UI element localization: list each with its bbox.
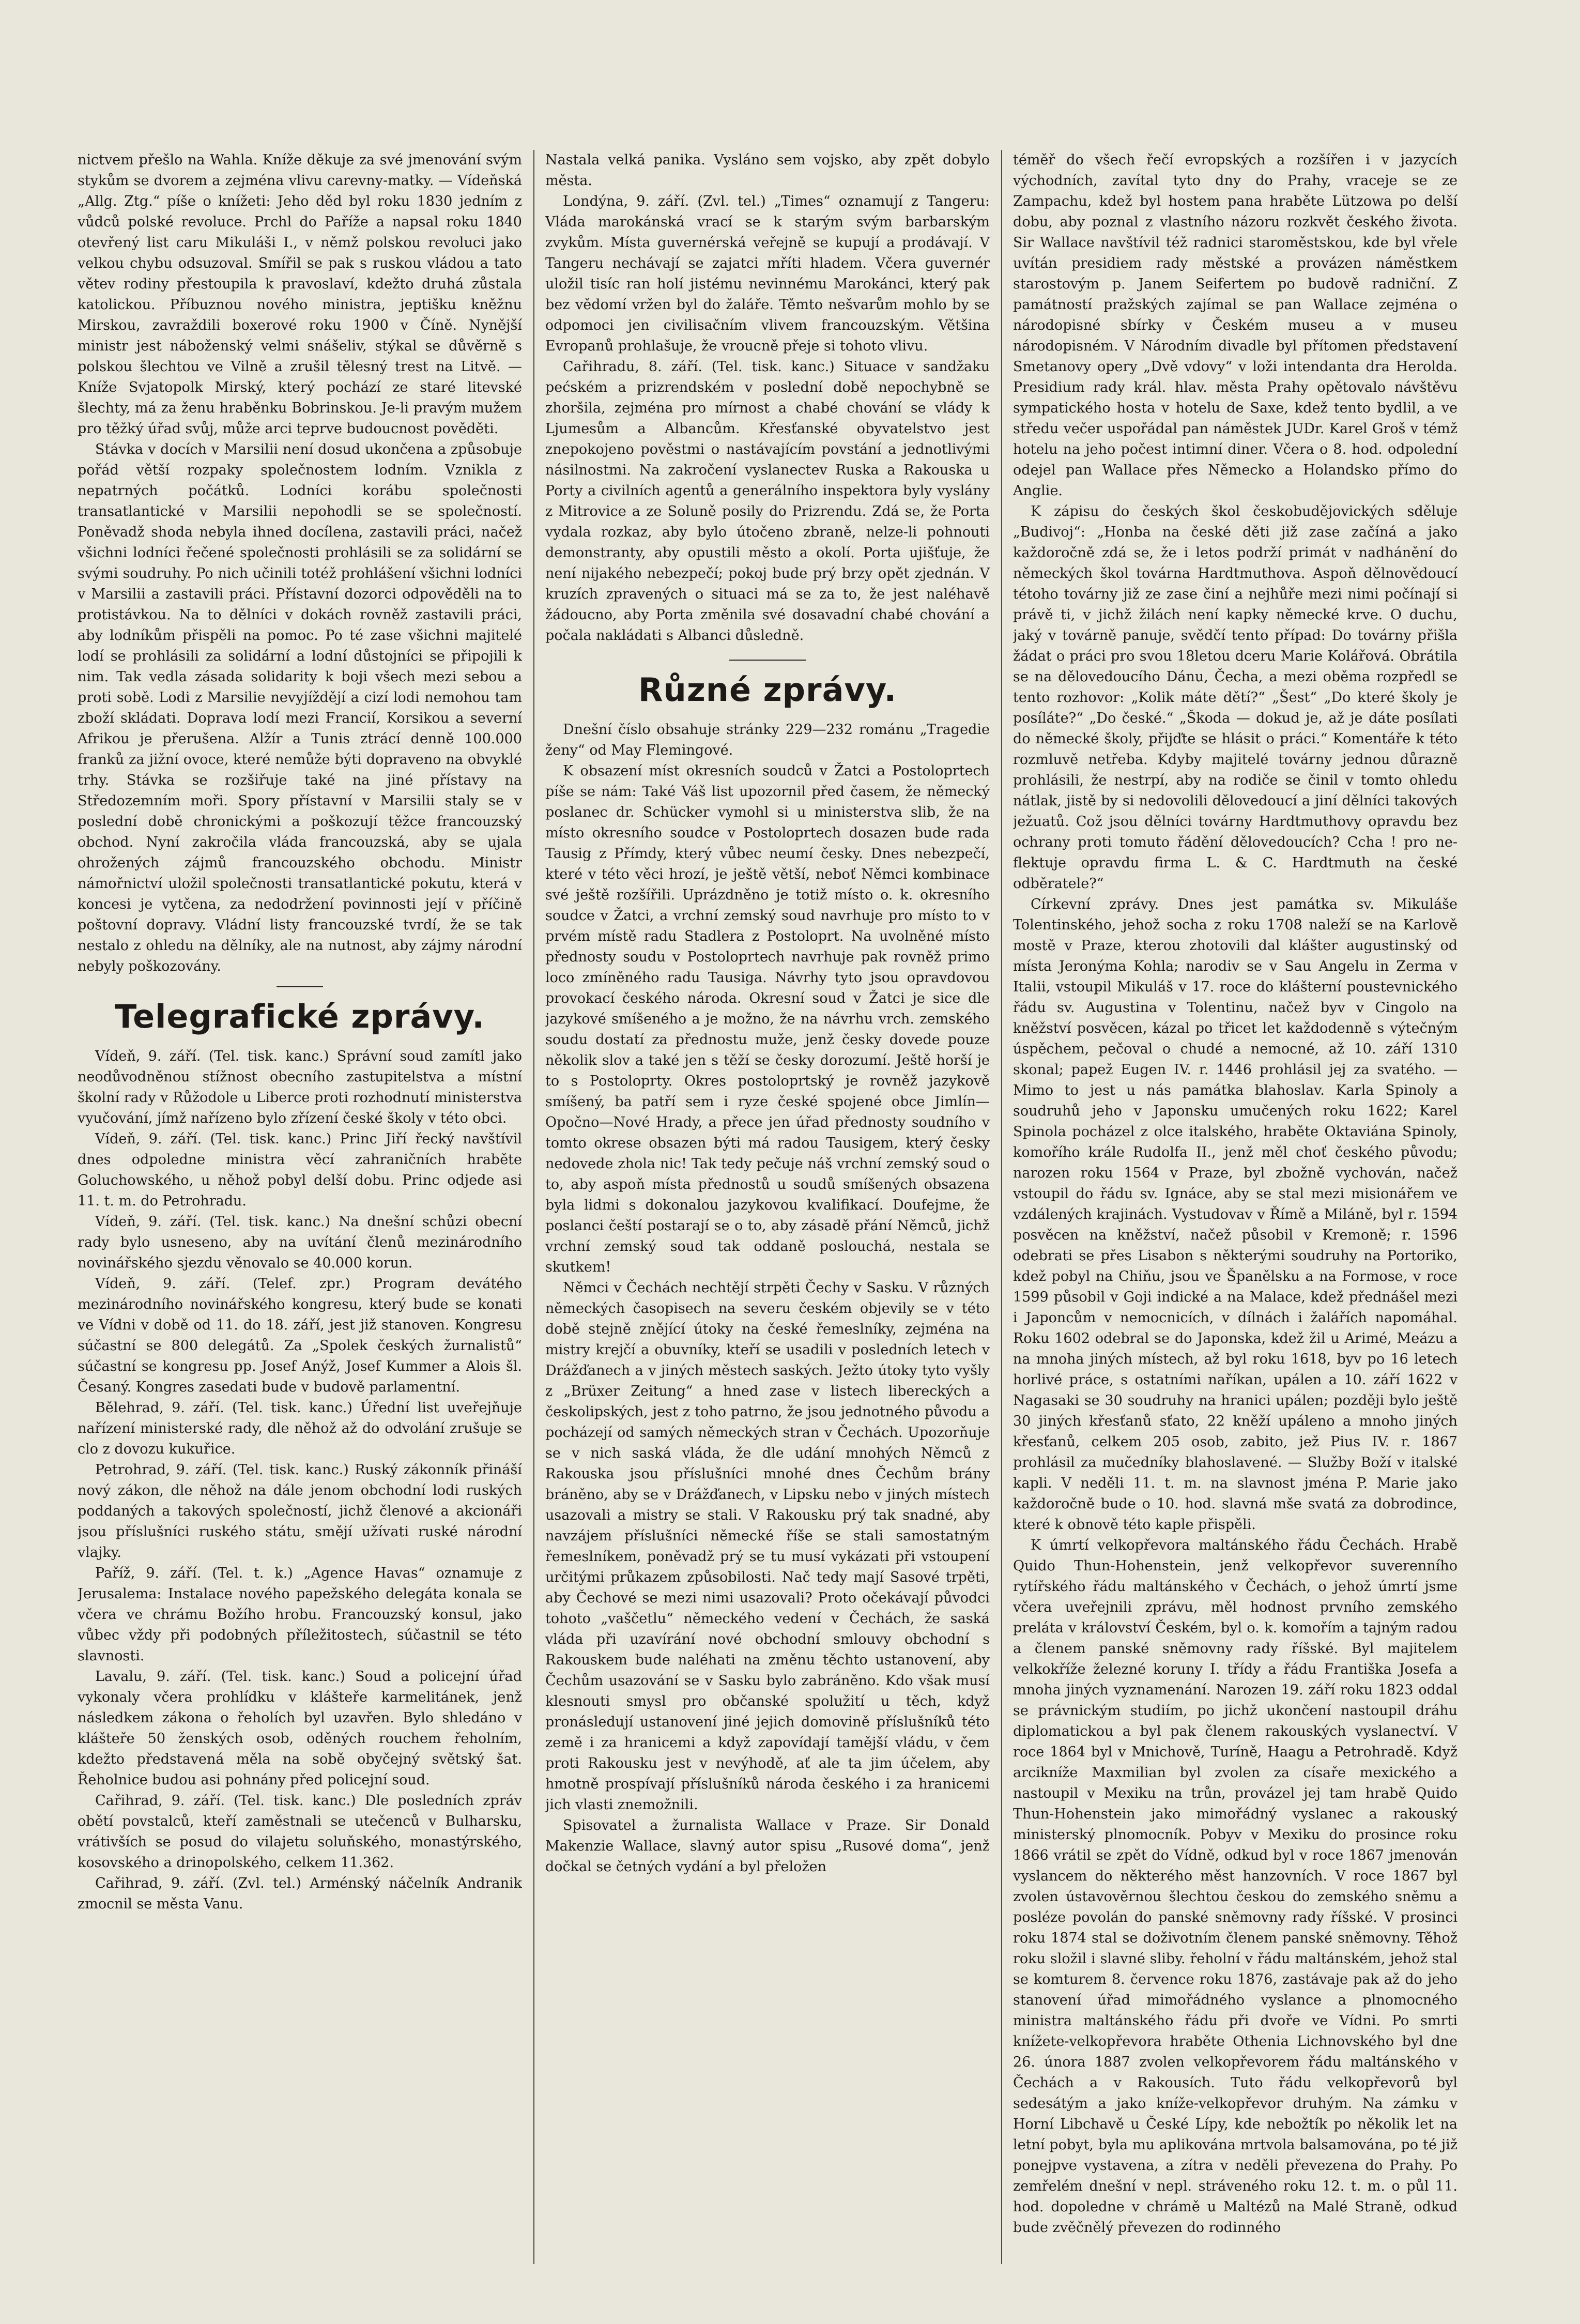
news-item: K obsazení míst okresních soudců v Žatci a Postoloprtech píše se nám: Také Váš list upozornil před časem, že německý poslanec dr. Schücker vymohl si u ministerstva slib, že na místo okresního soudce v Postoloprtech dosazen bude rada Tausig z Přímdy, který vůbec neumí česky. Dnes nebezpečí, které v této věci hrozí, je ještě větší, neboť Němci kombinace své ještě rozšířili. Uprázdněno je totiž místo o. k. okresního soudce v Žatci, a vrchní zemský soud navrhuje pro místo to v prvém místě radu Stadlera z Postoloprt. Na uvolněné místo přednosty soudu v Postoloprtech navrhuje pak rovněž primo loco zmíněného radu Tausiga. Návrhy tyto jsou opravdovou provokací českého národa. Okresní soud v Žatci je sice dle jazykové smíšeného a je možno, že na návrhu vrch. zemského soudu dostatí za přednostu muže, jenž česky dovede pouze několik slov a také jen s těží se česky dorozumí. Ještě horší je to s Postoloprty. Okres postoloprtský je rovněž jazykově smíšený, ba patří sem i ryze české spojené obce Jimlín—Opočno—Nové Hrady, a přece jen úřad přednosty soudního v tomto okrese obsazen býti má radou Tausigem, který česky nedovede zhola nic! Tak tedy pečuje náš vrchní zemský soud o to, aby aspoň místa přednostů u soudů smíšených obsazena byla lidmi s dokonalou jazykovou kvalifikací. Doufejme, že poslanci čeští postarají se o to, aby zásadě přání Němců, jichž vrchní zemský soud tak oddaně poslouchá, nestala se skutkem!	[545, 763, 990, 1275]
news-item: K zápisu do českých škol českobudějovických sděluje „Budivoj“: „Honba na české děti již zase začíná a jako každoročně zdá se, že i letos podrží primát v nadhánění do německých škol továrna Hardtmuthova. Aspoň dělnovědoucí tétoho továrny již ze zase činí a nejhůře mezi nimi počínají si právě ti, v jichž žilách není kapky německé krve. O duchu, jaký v továrně panuje, svědčí tento případ: Do továrny přišla žádat o práci pro svou 18letou dceru Marie Kolářová. Obrátila se na dělovedoucího Dánu, Čecha, a mezi oběma rozpředl se tento rozhovor: „Kolik máte dětí?“ „Šest“ „Do které školy je posíláte?“ „Do české.“ „Škoda — dokud je, až je dáte posílati do německé školy, přijďte se hlásit o práci.“ Komentáře k této rozmluvě netřeba. Kdyby majitelé továrny jednou důrazně prohlásili, že nestrpí, aby na rodiče se činil v tomto ohledu nátlak, jistě by si nedovolili dělovedoucí a jiní dělníci takových ježuatů. Což jsou dělníci továrny Hardtmuthovy opravdu bez ochrany proti tomuto řádění dělovedoucích? Ccha ! pro ne-flektuje opravdu firma L. & C. Hardtmuth na české odběratele?“	[1013, 503, 1458, 892]
separator	[729, 660, 806, 661]
column-rule	[1001, 150, 1002, 2264]
article-text: téměř do všech řečí evropských a rozšířen i v jazycích východních, zavítal tyto dny do Prahy, vraceje se ze Zampachu, kdež byl hostem pana hraběte Lützowa po delší dobu, aby poznal z vlastního názoru rozkvět českého života. Sir Wallace navštívil též radnici staroměstskou, kde byl vřele uvítán presidiem rady městské a provázen náměstkem starostovým p. Janem Seifertem po budově radniční. Z památností pražských zajímal se pan Wallace zejména o národopisné sbírky v Českém museu a v museu národopisném. V Národním divadle byl přítomen představení Smetanovy opery „Dvě vdovy“ v loži intendanta dra Herolda. Presidium rady král. hlav. města Prahy opětovalo návštěvu sympatického hosta v hotelu de Saxe, kdež tento bydlil, a ve středu večer uspořádal pan náměstek JUDr. Karel Groš v témž hotelu na jeho počest intimní diner. Včera o 8. hod. odpolední odejel pan Wallace přes Německo a Holandsko přímo do Anglie.	[1013, 152, 1458, 499]
column-right	[1013, 150, 1458, 2264]
news-item: Spisovatel a žurnalista Wallace v Praze. Sir Donald Makenzie Wallace, slavný autor spisu „Rusové doma“, jenž dočkal se četných vydání a byl přeložen	[545, 1817, 990, 1875]
telegram-item: Paříž, 9. září. (Tel. t. k.) „Agence Havas“ oznamuje z Jerusalema: Instalace nového papežského delegáta konala se včera ve chrámu Božího hrobu. Francouzský konsul, jako vůbec vždy při podobných příležitostech, súčastnil se této slavnosti.	[78, 1565, 522, 1664]
column-rule	[533, 150, 534, 2264]
telegram-item: Petrohrad, 9. září. (Tel. tisk. kanc.) Ruský zákonník přináší nový zákon, dle něhož na dále jenom obchodní lodi ruských poddaných a takových společností, jichž členové a akcionáři jsou příslušníci ruského státu, smějí užívati ruské národní vlajky.	[78, 1462, 522, 1561]
column-middle	[545, 150, 990, 2264]
telegram-item: Lavalu, 9. září. (Tel. tisk. kanc.) Soud a policejní úřad vykonaly včera prohlídku v klášteře karmelitánek, jenž následkem zákona o řeholích byl uzavřen. Bylo shledáno v klášteře 50 ženských osob, oděných rouchem řeholním, kdežto představená měla na sobě obyčejný světský šat. Řeholnice budou asi pohnány před policejní soud.	[78, 1669, 522, 1788]
telegram-item: Vídeň, 9. září. (Telef. zpr.) Program devátého mezinárodního novinářského kongresu, který bude se konati ve Vídni v době od 11. do 18. září, jest již stanoven. Kongresu súčastní se 800 delegátů. Za „Spolek českých žurnalistů“ súčastní se kongresu pp. Josef Anýž, Josef Kummer a Alois šl. Česaný. Kongres zasedati bude v budově parlamentní.	[78, 1276, 522, 1395]
newspaper-page	[78, 150, 1509, 2280]
news-item: Němci v Čechách nechtějí strpěti Čechy v Sasku. V různých německých časopisech na severu českém objevily se v této době stejně znějící útoky na české řemeslníky, zejména na mistry krejčí a obuvníky, kteří se usadili v posledních letech v Drážďanech a v jiných městech saských. Ježto útoky tyto vyšly z „Brüxer Zeitung“ a hned zase v listech libereckých a českolipských, jest z toho patrno, že jsou jednotného původu a pocházejí od samých německých stran v Čechách. Upozorňuje se v nich saská vláda, že dle udání mnohých Němců z Rakouska jsou příslušníci mnohé dnes Čechům brány bráněno, aby se v Drážďanech, v Lipsku nebo v jiných místech usazovali a mistry se stali. V Rakousku prý tak snadné, aby navzájem příslušníci německé říše se stali samostatným řemeslníkem, poněvadž prý se tu musí vykázati při vstoupení určitými průkazem způsobilosti. Nač tedy mají Sasové trpěti, aby Čechové se mezi nimi usazovali? Proto očekávají původci tohoto „vaščetlu“ německého vedení v Čechách, že saská vláda při uzavírání nové obchodní smlouvy obchodní s Rakouskem bude naléhati na změnu těchto ustanovení, aby Čechům usazování se v Sasku bylo zabráněno. Kdo však musí klesnouti smysl pro občanské spolužití u těch, když pronásledují ustanovení jiné jejich domovině příslušníků této země i za hranicemi a když zapovídají tamější vládu, v čem proti Rakousku jest v nevýhodě, ať ale ta jim účelem, aby hmotně prospívají příslušníků národa českého i za hranicemi jich vlasti znemožnili.	[545, 1280, 990, 1813]
telegram-item: Londýna, 9. září. (Zvl. tel.) „Times“ oznamují z Tangeru: Vláda marokánská vrací se k starým svým barbarským zvykům. Místa guvernérská veřejně se kupují a prodávají. V Tangeru nechávají se zajatci mříti hladem. Včera guvernér uložil tisíc ran holí jistému nevinnému Marokánci, který pak bez vědomí vržen byl do žaláře. Těmto nešvarům mohlo by se odpomoci jen civilisačním vlivem francouzským. Většina Evropanů prohlašuje, že vroucně přeje si tohoto vlivu.	[545, 193, 990, 354]
news-item: K úmrtí velkopřevora maltánského řádu Čechách. Hrabě Quido Thun-Hohenstein, jenž velkopřevor suverenního rytířského řádu maltánského v Čechách, o jehož úmrtí jsme včera uveřejnili zprávu, měl hodnost prvního zemského preláta v království Českém, byl o. k. komořím a tajným radou a členem panské sněmovny rady říšské. Byl majitelem velkokříže železné koruny I. třídy a řádu Františka Josefa a mnoha jiných vyznamenání. Narozen 19. září roku 1823 oddal se právnickým studiím, po jichž ukončení nastoupil dráhu diplomatickou a byl pak členem rakouských vyslanectví. V roce 1864 byl v Mnichově, Turíně, Haagu a Petrohradě. Když arcikníže Maxmilian byl zvolen za císaře mexického a nastoupil v Mexiku na trůn, provázel jej tam hrabě Quido Thun-Hohenstein jako mimořádný vyslanec a rakouský ministerský plnomocník. Pobyv v Mexiku do prosince roku 1866 vrátil se zpět do Vídně, odkud byl v roce 1867 jmenován vyslancem do některého měst hanzovních. V roce 1867 byl zvolen ústavověrnou šlechtou českou do zemského sněmu a posléze povolán do panské sněmovny rady říšské. V prosinci roku 1874 stal se doživotním členem panské sněmovny. Těhož roku složil i slavné sliby. řeholní v řádu maltánském, jehož stal se komturem 8. července roku 1876, zastávaje pak až do jeho stanovení úřad mimořádného vyslance a plnomocného ministra maltánského řádu při dvoře ve Vídni. Po smrti knížete-velkopřevora hraběte Othenia Lichnovského byl dne 26. února 1887 zvolen velkopřevorem řádu maltánského v Čechách a v Rakousích. Tuto řádu velkopřevorů byl sedesátým a jako kníže-velkopřevor druhým. Na zámku v Horní Libchavě u České Lípy, kde nebožtík po několik let na letní pobyt, byla mu aplikována mrtvola balsamována, po té již ponejpve vystavena, a zítra v neděli převezena do Prahy. Po zemřelém dnešní v nepl. stráveného roku 12. t. m. o půl 11. hod. dopoledne v chrámě u Maltézů na Malé Straně, odkud bude zvěčnělý převezen do rodinného	[1013, 1537, 1458, 2236]
separator	[277, 986, 323, 987]
section-heading-ruzne: Různé zprávy.	[638, 671, 897, 709]
article-text: Nastala velká panika. Vysláno sem vojsko, aby zpět dobylo města.	[545, 152, 990, 189]
column-left	[78, 150, 522, 2264]
telegram-item: Vídeň, 9. září. (Tel. tisk. kanc.) Na dnešní schůzi obecní rady bylo usneseno, aby na uvítání členů mezinárodního novinářského sjezdu věnovalo se 40.000 korun.	[78, 1214, 522, 1271]
telegram-item: Vídeň, 9. září. (Tel. tisk. kanc.) Princ Jiří řecký navštívil dnes odpoledne ministra věcí zahraničních hraběte Goluchowského, u něhož pobyl delší dobu. Princ odjede asi 11. t. m. do Petrohradu.	[78, 1131, 522, 1209]
telegram-item: Cařihrad, 9. září. (Zvl. tel.) Arménský náčelník Andranik zmocnil se města Vanu.	[78, 1875, 522, 1912]
novel-notice: Dnešní číslo obsahuje stránky 229—232 románu „Tragedie ženy“ od May Flemingové.	[545, 722, 990, 758]
section-heading-telegraf: Telegrafické zprávy.	[115, 998, 485, 1035]
telegram-item: Bělehrad, 9. září. (Tel. tisk. kanc.) Úřední list uveřejňuje nařízení ministerské rady, dle něhož až do odvolání zrušuje se clo z dovozu kukuřice.	[78, 1400, 522, 1457]
telegram-item: Cařihradu, 8. září. (Tel. tisk. kanc.) Situace v sandžaku pećském a prizrendském v poslední době nepochybně se zhoršila, zejména pro mírnost a chabé chování se vlády k Ljumesům a Albancům. Křesťanské obyvatelstvo jest znepokojeno pověstmi o nastávajícím povstání a jednotlivými násilnostmi. Na zakročení vyslanectev Ruska a Rakouska u Porty a civilních agentů a generálního inspektora byly vyslány z Mitrovice a ze Soluně posily do Prizrendu. Zdá se, že Porta vydala rozkaz, aby bylo útočeno zbraně, nelze-li pohnouti demonstranty, aby opustili město a okolí. Porta ujišťuje, že není nijakého nebezpečí; pokoj bude prý brzy opět zjednán. V kruzích zpravených o situaci má se za to, že jest naléhavě žádoucno, aby Porta změnila své dosavadní chabé chování a počala nakládati s Albanci důsledně.	[545, 359, 990, 644]
article-text: nictvem přešlo na Wahla. Kníže děkuje za své jmenování svým stykům se dvorem a zejména vlivu carevny-matky. — Vídeňská „Allg. Ztg.“ píše o knížeti: Jeho děd byl roku 1830 jedním z vůdců polské revoluce. Prchl do Paříže a napsal roku 1840 otevřený list caru Mikuláši I., v němž polskou revoluci jako velkou chybu odsuzoval. Smířil se pak s ruskou vládou a tato větev rodiny přestoupila k pravoslaví, kdežto druhá zůstala katolickou. Příbuznou nového ministra, jeptišku kněžnu Mirskou, zavraždili boxerové roku 1900 v Číně. Nynější ministr jest náboženský velmi snášeliv, stýkal se důvěrně s polskou šlechtou ve Vilně a zrušil tělesný trest na Litvě. — Kníže Svjatopolk Mirský, který pochází ze staré litevské šlechty, má za ženu hraběnku Bobrinskou. Je-li pravým mužem pro těžký úřad svůj, může arci teprve budoucnost pověděti.	[78, 152, 522, 437]
telegram-item: Cařihrad, 9. září. (Tel. tisk. kanc.) Dle posledních zpráv obětí povstalců, kteří zaměstnali se utečenců v Bulharsku, vrátivších se posud do vilajetu soluňského, monastýrského, kosovského a drinopolského, celkem 11.362.	[78, 1793, 522, 1871]
article-stavka: Stávka v docích v Marsilii není dosud ukončena a způsobuje pořád větší rozpaky společnostem lodním. Vznikla z nepatrných počátků. Lodníci korábu společnosti transatlantické v Marsilii nepohodli se se společností. Poněvadž shoda nebyla ihned docílena, zastavili práci, načež všichni lodníci řečené společnosti prohlásili se za solidární se svými soudruhy. Po nich učinili totéž prohlášení všichni lodníci v Marsilii a zastavili práci. Přístavní dozorci odpověděli na to protistávkou. Na to dělníci v dokách rovněž zastavili práci, aby lodníkům přispěli na pomoc. Po té zase všichni majitelé lodí se prohlásili za solidární a lodní důstojníci se připojili k nim. Tak vedla zásada solidarity k boji všech mezi sebou a proti sobě. Lodi z Marsilie nevyjíždějí a cizí lodi nemohou tam zboží skládati. Doprava lodí mezi Francií, Korsikou a severní Afrikou je přerušena. Alžír a Tunis ztrácí denně 100.000 franků za jižní ovoce, které nemůže býti dopraveno na obvyklé trhy. Stávka se rozšiřuje také na jiné přístavy na Středozemním moři. Spory přístavní v Marsilii staly se v poslední době chronickými a poškozují těžce francouzský obchod. Nyní zakročila vláda francouzská, aby se ujala ohrožených zájmů francouzského obchodu. Ministr námořnictví uložil společnosti transatlantické pokutu, která v koncesi je vytčena, za nedodržení povinnosti její v příčině poštovní dopravy. Vládní listy francouzské tvrdí, že se tak nestalo z ohledu na dělníky, ale na nutnost, aby zájmy národní nebyly poškozovány.	[78, 441, 522, 974]
telegram-item: Vídeň, 9. září. (Tel. tisk. kanc.) Správní soud zamítl jako neodůvodněnou stížnost obecního zastupitelstva a místní školní rady v Růžodole u Liberce proti rozhodnutí ministerstva vyučování, jímž nařízeno bylo zřízení české školy v této obci.	[78, 1048, 522, 1126]
news-item: Církevní zprávy. Dnes jest památka sv. Mikuláše Tolentinského, jehož socha z roku 1708 naleží se na Karlově mostě v Praze, kterou zhotovili dal klášter augustinský od místa Jeronýma Kohla; narodiv se v Sau Angelu in Zerma v Italii, vstoupil Mikuláš v 17. roce do klášterní poustevnického řádu sv. Augustina v Tolentinu, načež byv v Cingolo na kněžství posvěcen, kázal po třicet let každodenně s výtečným úspěchem, pečoval o chudé a nemocné, až 10. září 1310 skonal; papež Eugen IV. r. 1446 prohlásil jej za svatého. — Mimo to jest u nás památka blahoslav. Karla Spinoly a soudruhů jeho v Japonsku umučených roku 1622; Karel Spinola pocházel z olce italského, hraběte Oktaviána Spinoly, komořího krále Rudolfa II., jenž měl choť českého původu; narozen roku 1564 v Praze, byl zbožně vychován, načež vstoupil do řádu sv. Ignáce, aby se stal mezi misionářem ve vzdálených krajinách. Vystudovav v Římě a Miláně, byl r. 1594 posvěcen na kněžství, načež působil v Kremoně; r. 1596 odebrati se přes Lisabon s některými soudruhy na Portoriko, kdež pobyl na Chiňu, jsou ve Španělsku a na Formose, v roce 1599 působil v Goji indické a na Malace, kdež přednášel mezi i Japoncům v nemocnicích, v dílnách i žalářích napomáhal. Roku 1602 odebral se do Japonska, kdež žil u Arimé, Meázu a na mnoha jiných místech, až byl roku 1618, byv po 16 letech horlivé práce, s ostatními naříkan, upálen a 10. září 1622 v Nagasaki se 30 soudruhy na hranici upálen; později bylo ještě 30 jiných křesťanů sťato, 22 kněží upáleno a mnoho jiných křesťanů, celkem 205 osob, zabito, jež Pius IV. r. 1867 prohlásil za mučedníky blahoslavené. — Služby Boží v italské kapli. V neděli 11. t. m. na slavnost jména P. Marie jako každoročně bude o 10. hod. slavná mše svatá za dobrodince, které k obnově této kaple přispěli.	[1013, 896, 1458, 1533]
